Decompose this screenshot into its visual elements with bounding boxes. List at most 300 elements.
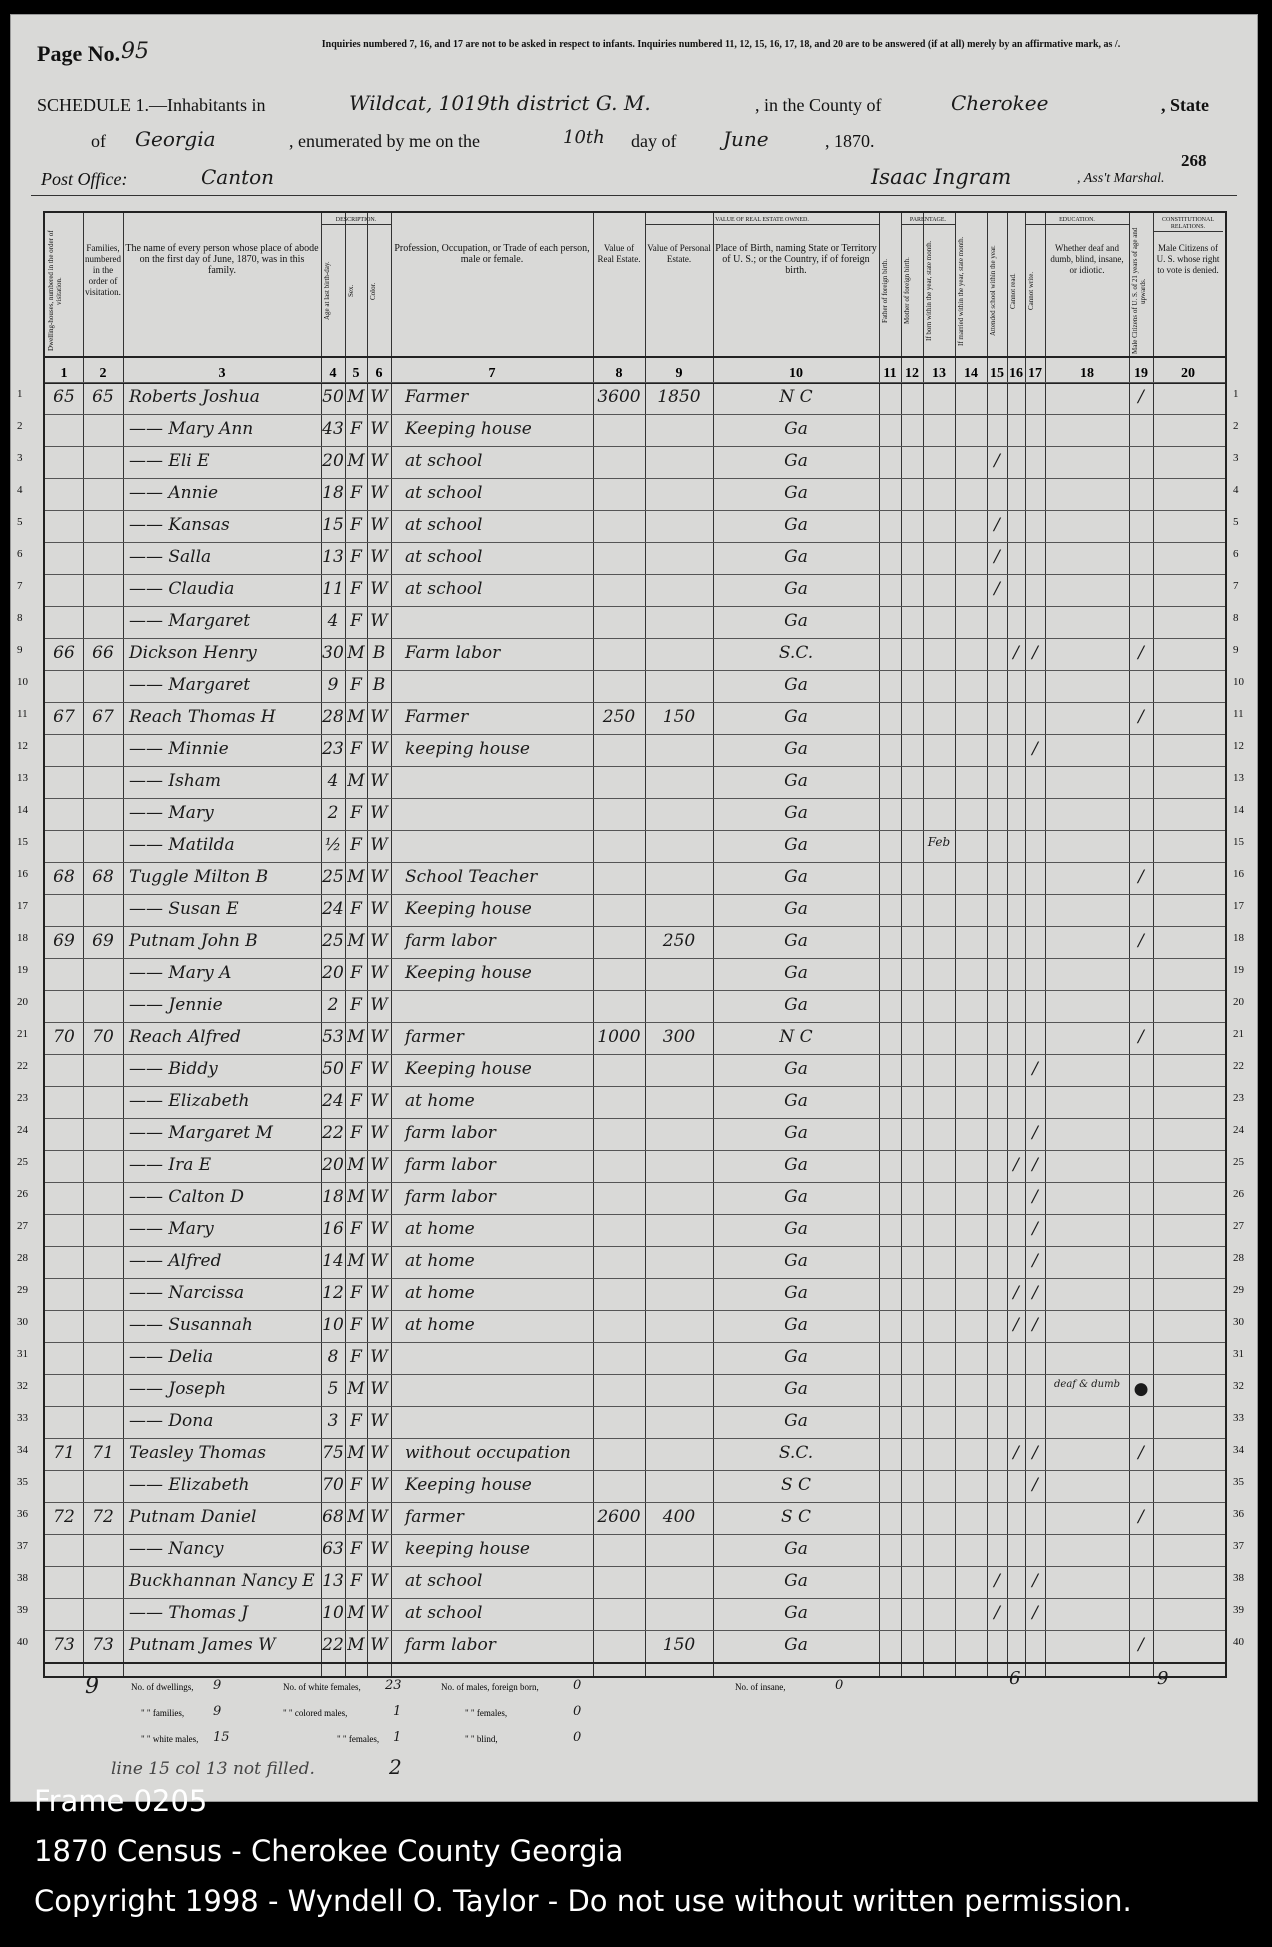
cell-name: Reach Alfred	[129, 1027, 241, 1047]
cell-occ: at school	[405, 515, 483, 535]
column-header-7: Profession, Occupation, or Trade of each person, male or female.	[394, 243, 590, 265]
line-number-left: 35	[17, 1476, 28, 1488]
line-number-right: 4	[1233, 484, 1239, 496]
cell-sex: M	[347, 1187, 365, 1207]
line-number-right: 23	[1233, 1092, 1244, 1104]
cell-age: 13	[322, 547, 344, 567]
cell-color: W	[370, 419, 388, 439]
cell-sex: M	[347, 1507, 365, 1527]
table-row	[45, 1118, 1225, 1151]
cell-birth: Ga	[784, 451, 808, 471]
cell-color: W	[370, 995, 388, 1015]
summary-white-males: 15	[213, 1730, 230, 1745]
cell-sex: F	[350, 1315, 362, 1335]
of-label: of	[91, 131, 106, 151]
cell-fam: 66	[92, 643, 114, 663]
cell-color: W	[370, 1123, 388, 1143]
line-number-right: 30	[1233, 1316, 1244, 1328]
line-number-right: 20	[1233, 996, 1244, 1008]
cell-c17: /	[1032, 1123, 1038, 1143]
line-number-right: 38	[1233, 1572, 1244, 1584]
column-header-6: Color.	[369, 282, 377, 300]
line-number-right: 21	[1233, 1028, 1244, 1040]
day-of-label: day of	[631, 131, 677, 151]
cell-occ: farm labor	[405, 1635, 496, 1655]
cell-name: Putnam John B	[129, 931, 258, 951]
cell-c17: /	[1032, 1155, 1038, 1175]
census-table	[43, 211, 1227, 1745]
line-number-right: 36	[1233, 1508, 1244, 1520]
cell-color: W	[370, 803, 388, 823]
line-number-left: 36	[17, 1508, 28, 1520]
cell-dw: 68	[53, 867, 75, 887]
column-header-14: If married within the year, state month.	[957, 236, 965, 346]
column-header-11: Father of foreign birth.	[881, 258, 889, 324]
column-header-12: Mother of foreign birth.	[903, 257, 911, 325]
cell-c19: /	[1138, 643, 1144, 663]
cell-color: W	[370, 1059, 388, 1079]
cell-name: Dickson Henry	[129, 643, 257, 663]
cell-sex: F	[350, 835, 362, 855]
table-row	[45, 702, 1225, 735]
line-number-left: 24	[17, 1124, 28, 1136]
table-row	[45, 542, 1225, 575]
cell-real: 1000	[597, 1027, 641, 1047]
summary-white-males-label: " " white males,	[141, 1734, 199, 1744]
cell-age: 20	[322, 1155, 344, 1175]
cell-sex: M	[347, 1251, 365, 1271]
column-header-18: Whether deaf and dumb, blind, insane, or idiotic.	[1050, 243, 1124, 275]
column-header-10: Place of Birth, naming State or Territory of U. S.; or the Country, if of foreign birth.	[715, 243, 877, 276]
cell-occ: Keeping house	[405, 899, 532, 919]
cell-age: 12	[322, 1283, 344, 1303]
cell-color: W	[370, 579, 388, 599]
table-row	[45, 382, 1225, 415]
line-number-right: 3	[1233, 452, 1239, 464]
column-number-3: 3	[218, 366, 226, 381]
line-number-left: 32	[17, 1380, 28, 1392]
cell-birth: Ga	[784, 611, 808, 631]
column-number-14: 14	[964, 366, 978, 381]
cell-age: 2	[327, 803, 339, 823]
cell-c19: /	[1138, 1443, 1144, 1463]
column-header-5: Sex.	[347, 284, 355, 298]
cell-birth: S.C.	[778, 1443, 814, 1463]
cell-name: —— Eli E	[129, 451, 210, 471]
cell-occ: Farm labor	[405, 643, 501, 663]
page-number: 95	[121, 39, 149, 64]
cell-name: —— Margaret	[129, 611, 251, 631]
column-header-15: Attended school within the year.	[989, 245, 997, 337]
cell-age: 8	[327, 1347, 339, 1367]
header-separator	[45, 356, 1225, 358]
group-header-education: EDUCATION.	[1025, 217, 1129, 225]
cell-c16: /	[1013, 1283, 1019, 1303]
line-number-left: 33	[17, 1412, 28, 1424]
cell-name: —— Mary A	[129, 963, 232, 983]
summary-col15-total: 6	[1009, 1668, 1021, 1689]
cell-birth: Ga	[784, 515, 808, 535]
cell-birth: S.C.	[778, 643, 814, 663]
line-number-left: 40	[17, 1636, 28, 1648]
cell-name: Teasley Thomas	[129, 1443, 266, 1463]
cell-sex: M	[347, 1379, 365, 1399]
cell-birth: Ga	[784, 1251, 808, 1271]
line-number-left: 31	[17, 1348, 28, 1360]
cell-age: 11	[322, 579, 344, 599]
line-number-right: 12	[1233, 740, 1244, 752]
line-number-left: 5	[17, 516, 23, 528]
group-header-value: VALUE OF REAL ESTATE OWNED.	[645, 217, 879, 225]
cell-sex: F	[350, 1411, 362, 1431]
cell-birth: Ga	[784, 867, 808, 887]
summary-foreign-females: 0	[573, 1704, 582, 1719]
cell-sex: F	[350, 739, 362, 759]
line-number-right: 2	[1233, 420, 1239, 432]
summary-colored-females: 1	[393, 1730, 402, 1745]
cell-c17: /	[1032, 1475, 1038, 1495]
column-number-2: 2	[99, 366, 107, 381]
cell-name: —— Mary	[129, 1219, 214, 1239]
cell-sex: F	[350, 803, 362, 823]
column-number-5: 5	[352, 366, 360, 381]
cell-c17: /	[1032, 1315, 1038, 1335]
column-number-11: 11	[883, 366, 897, 381]
cell-name: —— Matilda	[129, 835, 235, 855]
cell-name: —— Delia	[129, 1347, 214, 1367]
column-number-1: 1	[60, 366, 68, 381]
summary-dwellings-label: No. of dwellings,	[131, 1682, 194, 1692]
column-header-17: Cannot write.	[1027, 271, 1035, 311]
cell-c16: /	[1013, 643, 1019, 663]
line-number-left: 20	[17, 996, 28, 1008]
cell-age: 25	[322, 867, 344, 887]
table-row	[45, 1054, 1225, 1087]
cell-occ: School Teacher	[405, 867, 538, 887]
cell-sex: F	[350, 1539, 362, 1559]
cell-birth: Ga	[784, 1379, 808, 1399]
cell-c19: /	[1138, 387, 1144, 407]
state-name: Georgia	[135, 127, 216, 151]
line-number-right: 18	[1233, 932, 1244, 944]
cell-occ: at home	[405, 1283, 475, 1303]
cell-color: W	[370, 1379, 388, 1399]
column-number-10: 10	[789, 366, 803, 381]
cell-birth: Ga	[784, 963, 808, 983]
line-number-left: 8	[17, 612, 23, 624]
cell-color: W	[370, 835, 388, 855]
cell-real: 3600	[597, 387, 641, 407]
column-number-16: 16	[1009, 366, 1023, 381]
cell-age: 24	[322, 1091, 344, 1111]
cell-name: —— Kansas	[129, 515, 230, 535]
line-number-left: 6	[17, 548, 23, 560]
cell-occ: Keeping house	[405, 419, 532, 439]
cell-birth: Ga	[784, 707, 808, 727]
cell-c15: /	[994, 579, 1000, 599]
column-header-3: The name of every person whose place of abode on the first day of June, 1870, was in this family.	[125, 243, 319, 276]
line-number-right: 28	[1233, 1252, 1244, 1264]
summary-white-females: 23	[385, 1678, 402, 1693]
cell-sex: F	[350, 1059, 362, 1079]
cell-color: W	[370, 867, 388, 887]
cell-birth: Ga	[784, 1283, 808, 1303]
cell-occ: without occupation	[405, 1443, 571, 1463]
cell-birth: Ga	[784, 899, 808, 919]
cell-sex: M	[347, 451, 365, 471]
line-number-right: 29	[1233, 1284, 1244, 1296]
cell-color: W	[370, 1635, 388, 1655]
line-number-right: 35	[1233, 1476, 1244, 1488]
cell-color: W	[370, 1187, 388, 1207]
cell-dw: 65	[53, 387, 75, 407]
cell-fam: 65	[92, 387, 114, 407]
cell-fam: 71	[92, 1443, 114, 1463]
cell-age: 13	[322, 1571, 344, 1591]
table-row	[45, 1470, 1225, 1503]
line-number-right: 22	[1233, 1060, 1244, 1072]
cell-color: W	[370, 483, 388, 503]
cell-c17: /	[1032, 1571, 1038, 1591]
cell-c16: /	[1013, 1315, 1019, 1335]
cell-occ: Keeping house	[405, 963, 532, 983]
cell-name: Buckhannan Nancy E	[129, 1571, 315, 1591]
cell-c17: /	[1032, 1251, 1038, 1271]
line-number-left: 15	[17, 836, 28, 848]
cell-birth: Ga	[784, 739, 808, 759]
summary-dwellings: 9	[213, 1678, 222, 1693]
cell-pers: 400	[662, 1507, 696, 1527]
bottom-note-number: 2	[389, 1755, 402, 1779]
cell-birth: Ga	[784, 483, 808, 503]
cell-birth: Ga	[784, 1571, 808, 1591]
cell-age: 16	[322, 1219, 344, 1239]
cell-name: —— Minnie	[129, 739, 229, 759]
line-number-right: 26	[1233, 1188, 1244, 1200]
line-number-left: 23	[17, 1092, 28, 1104]
line-number-left: 25	[17, 1156, 28, 1168]
cell-c15: /	[994, 547, 1000, 567]
cell-c17: /	[1032, 643, 1038, 663]
cell-birth: Ga	[784, 1155, 808, 1175]
cell-c17: /	[1032, 1283, 1038, 1303]
summary-foreign-males-label: No. of males, foreign born,	[441, 1682, 539, 1692]
line-number-right: 16	[1233, 868, 1244, 880]
cell-color: W	[370, 515, 388, 535]
cell-pers: 300	[662, 1027, 696, 1047]
cell-birth: Ga	[784, 1347, 808, 1367]
column-number-19: 19	[1134, 366, 1148, 381]
cell-c19: /	[1138, 1635, 1144, 1655]
cell-sex: F	[350, 963, 362, 983]
cell-birth: Ga	[784, 1059, 808, 1079]
cell-age: 18	[322, 483, 344, 503]
cell-name: —— Susannah	[129, 1315, 253, 1335]
cell-name: —— Mary Ann	[129, 419, 254, 439]
cell-occ: Keeping house	[405, 1059, 532, 1079]
caption-copyright: Copyright 1998 - Wyndell O. Taylor - Do not use without written permission.	[34, 1884, 1132, 1918]
summary-colored-females-label: " " females,	[337, 1734, 380, 1744]
column-header-13: If born within the year, state month.	[925, 240, 933, 342]
cell-sex: F	[350, 1283, 362, 1303]
cell-sex: F	[350, 995, 362, 1015]
summary-families: 9	[213, 1704, 222, 1719]
line-number-right: 25	[1233, 1156, 1244, 1168]
caption-frame: Frame 0205	[34, 1784, 208, 1818]
cell-occ: at school	[405, 579, 483, 599]
cell-age: 22	[322, 1123, 344, 1143]
cell-age: 50	[322, 1059, 344, 1079]
cell-birth: Ga	[784, 803, 808, 823]
cell-sex: F	[350, 515, 362, 535]
cell-c16: /	[1013, 1155, 1019, 1175]
column-header-1: Dwelling-houses, numbered in the order of visitation.	[47, 230, 63, 352]
line-number-left: 7	[17, 580, 23, 592]
place-name: Wildcat, 1019th district G. M.	[349, 91, 651, 115]
cell-occ: at home	[405, 1315, 475, 1335]
column-header-9: Value of Personal Estate.	[647, 243, 711, 264]
table-row	[45, 894, 1225, 927]
cell-birth: Ga	[784, 1315, 808, 1335]
line-number-left: 30	[17, 1316, 28, 1328]
summary-families-label: " " families,	[141, 1708, 185, 1718]
cell-birth: Ga	[784, 1123, 808, 1143]
cell-color: W	[370, 1251, 388, 1271]
cell-birth: Ga	[784, 547, 808, 567]
marshal-label: , Ass't Marshal.	[1077, 171, 1165, 186]
cell-fam: 68	[92, 867, 114, 887]
cell-color: W	[370, 1155, 388, 1175]
cell-fam: 73	[92, 1635, 114, 1655]
cell-color: W	[370, 707, 388, 727]
cell-age: 28	[322, 707, 344, 727]
cell-color: W	[370, 1411, 388, 1431]
summary-blind: 0	[573, 1730, 582, 1745]
cell-c19: ●	[1133, 1379, 1149, 1399]
cell-dw: 69	[53, 931, 75, 951]
cell-birth: Ga	[784, 1091, 808, 1111]
summary-col19-total: 9	[1157, 1668, 1169, 1689]
marshal-name: Isaac Ingram	[871, 165, 1012, 189]
table-row	[45, 1182, 1225, 1215]
cell-age: 20	[322, 963, 344, 983]
cell-birth: Ga	[784, 1539, 808, 1559]
cell-name: —— Elizabeth	[129, 1475, 250, 1495]
page-label: Page No.	[37, 41, 121, 66]
line-number-left: 38	[17, 1572, 28, 1584]
column-number-6: 6	[375, 366, 383, 381]
cell-age: 30	[322, 643, 344, 663]
column-header-4: Age at last birth-day.	[323, 261, 331, 321]
summary-separator	[45, 1662, 1225, 1664]
line-number-left: 21	[17, 1028, 28, 1040]
table-row	[45, 1406, 1225, 1439]
cell-birth: S C	[780, 1507, 812, 1527]
cell-dw: 67	[53, 707, 75, 727]
cell-c19: /	[1138, 1027, 1144, 1047]
line-number-right: 24	[1233, 1124, 1244, 1136]
cell-sex: F	[350, 483, 362, 503]
line-number-left: 14	[17, 804, 28, 816]
enumerated-label: , enumerated by me on the	[289, 131, 480, 151]
cell-sex: F	[350, 1219, 362, 1239]
cell-pers: 250	[662, 931, 696, 951]
table-row	[45, 958, 1225, 991]
line-number-left: 12	[17, 740, 28, 752]
table-row	[45, 510, 1225, 543]
summary-colored-males-label: " " colored males,	[283, 1708, 348, 1718]
bottom-note: line 15 col 13 not filled.	[111, 1759, 315, 1779]
cell-c15: /	[994, 451, 1000, 471]
table-row	[45, 1246, 1225, 1279]
cell-c15: /	[994, 515, 1000, 535]
line-number-right: 33	[1233, 1412, 1244, 1424]
line-number-left: 4	[17, 484, 23, 496]
cell-sex: M	[347, 867, 365, 887]
line-number-right: 11	[1233, 708, 1244, 720]
column-number-7: 7	[488, 366, 496, 381]
cell-real: 250	[602, 707, 636, 727]
cell-sex: M	[347, 707, 365, 727]
cell-occ: at school	[405, 1603, 483, 1623]
line-number-right: 9	[1233, 644, 1239, 656]
cell-name: —— Biddy	[129, 1059, 218, 1079]
cell-age: 75	[322, 1443, 344, 1463]
cell-age: 70	[322, 1475, 344, 1495]
stamp-number: 268	[1181, 151, 1207, 170]
line-number-left: 3	[17, 452, 23, 464]
cell-color: B	[372, 675, 386, 695]
cell-age: 68	[322, 1507, 344, 1527]
cell-color: W	[370, 1315, 388, 1335]
column-number-12: 12	[905, 366, 919, 381]
line-number-right: 1	[1233, 388, 1239, 400]
cell-c19: /	[1138, 931, 1144, 951]
cell-sex: F	[350, 1091, 362, 1111]
caption-title: 1870 Census - Cherokee County Georgia	[34, 1834, 624, 1868]
enumeration-year: , 1870.	[825, 131, 875, 151]
line-number-left: 28	[17, 1252, 28, 1264]
cell-c19: /	[1138, 707, 1144, 727]
cell-birth: Ga	[784, 1635, 808, 1655]
line-number-left: 10	[17, 676, 28, 688]
cell-dw: 66	[53, 643, 75, 663]
table-row	[45, 574, 1225, 607]
cell-age: 43	[322, 419, 344, 439]
cell-occ: farmer	[405, 1027, 464, 1047]
cell-name: —— Joseph	[129, 1379, 227, 1399]
cell-age: 23	[322, 739, 344, 759]
column-header-16: Cannot read.	[1009, 273, 1017, 309]
cell-birth: Ga	[784, 995, 808, 1015]
cell-name: —— Isham	[129, 771, 222, 791]
cell-pers: 1850	[657, 387, 701, 407]
cell-c17: /	[1032, 1603, 1038, 1623]
census-sheet	[10, 14, 1258, 1802]
instructions-notice: Inquiries numbered 7, 16, and 17 are not to be asked in respect to infants. Inquiries numbered 11, 12, 15, 16, 17, 18, and 20 are to be answered (if at all) merely by an affirmative mark, as /.	[321, 39, 1121, 50]
column-header-19: Male Citizens of U. S. of 21 years of age and upwards.	[1131, 227, 1147, 355]
cell-birth: Ga	[784, 1411, 808, 1431]
cell-name: —— Alfred	[129, 1251, 222, 1271]
summary-white-females-label: No. of white females,	[283, 1682, 361, 1692]
table-row	[45, 798, 1225, 831]
cell-birth: S C	[780, 1475, 812, 1495]
table-row	[45, 1598, 1225, 1631]
cell-name: —— Mary	[129, 803, 214, 823]
summary-foreign-females-label: " " females,	[465, 1708, 508, 1718]
cell-c13: Feb	[927, 835, 951, 849]
line-number-left: 13	[17, 772, 28, 784]
